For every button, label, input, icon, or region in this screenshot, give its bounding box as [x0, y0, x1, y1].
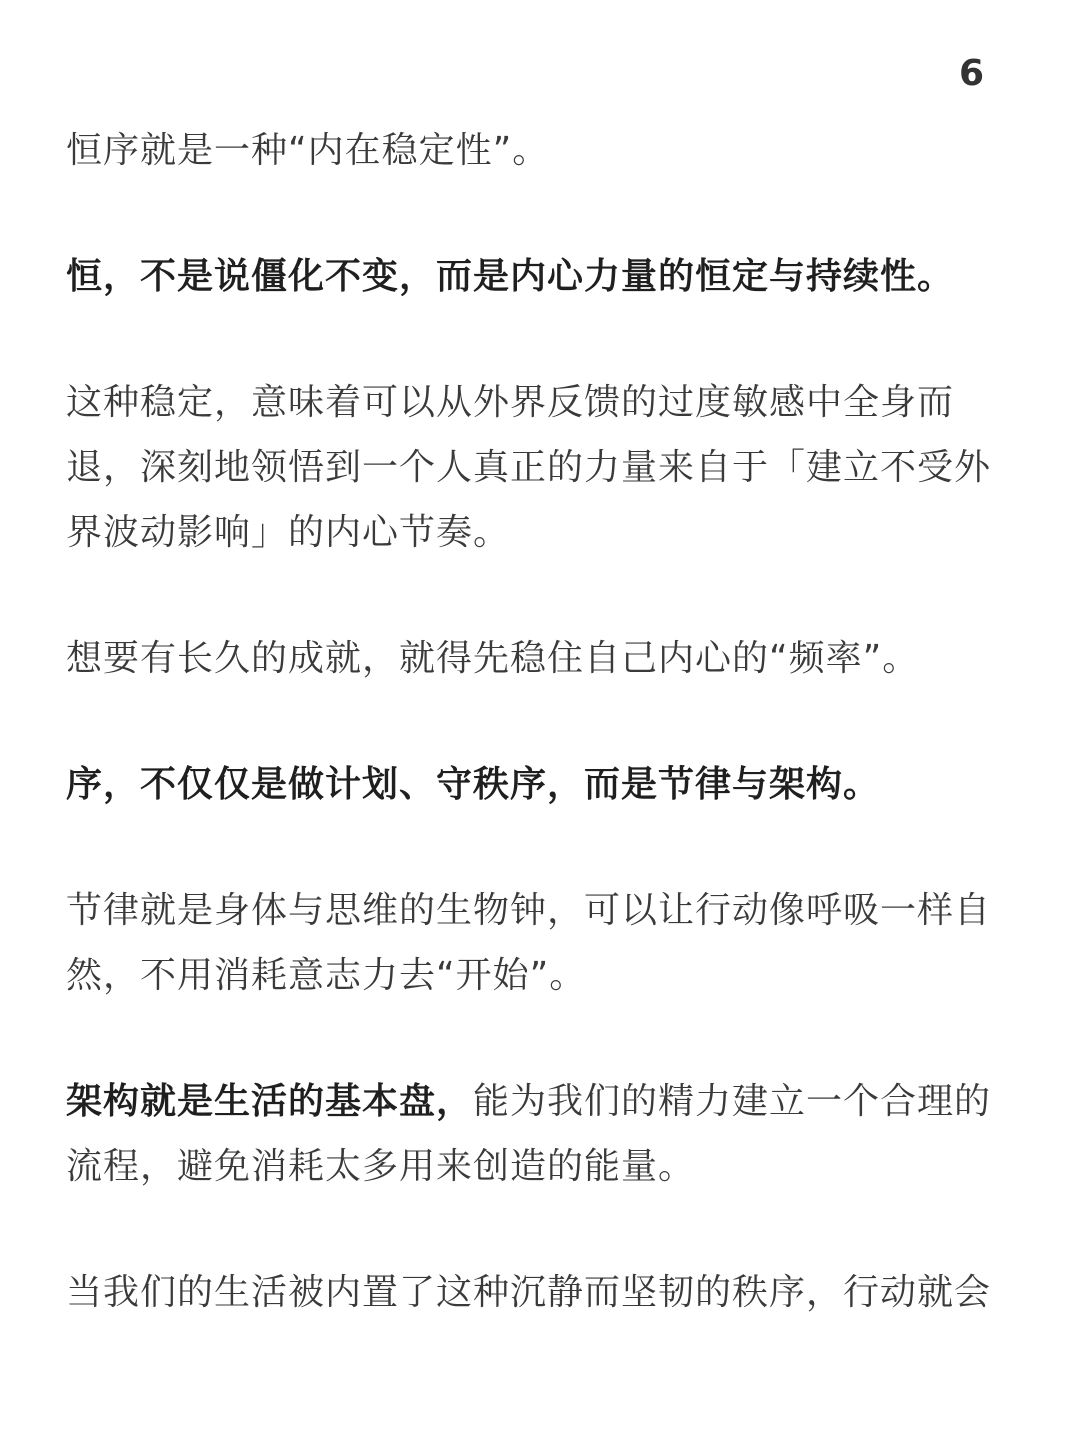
- paragraph-bold-text: 架构就是生活的基本盘，: [66, 1081, 474, 1122]
- paragraph-5: [66, 752, 1021, 817]
- paragraph-1: [66, 118, 1021, 183]
- paragraph-4: [66, 626, 1021, 691]
- paragraph-8: [66, 1260, 1021, 1325]
- paragraph-text: 能为我们的精力建立一个合理的流程，避免消耗太多用来创造的能量。: [66, 1081, 992, 1187]
- article-body: [66, 118, 1021, 1325]
- paragraph-bold-text: 恒，不是说僵化不变，而是内心力量的恒定与持续性。: [66, 256, 955, 297]
- page-number: 6: [958, 53, 984, 94]
- paragraph-text: 想要有长久的成就，就得先稳住自己内心的“频率”。: [66, 638, 920, 679]
- paragraph-text: 这种稳定，意味着可以从外界反馈的过度敏感中全身而退，深刻地领悟到一个人真正的力量来自于「建立不受外界波动影响」的内心节奏。: [66, 382, 992, 553]
- paragraph-7: [66, 1069, 1021, 1199]
- paragraph-text: 恒序就是一种“内在稳定性”。: [66, 130, 550, 171]
- paragraph-6: [66, 878, 1021, 1008]
- paragraph-text: 当我们的生活被内置了这种沉静而坚韧的秩序，行动就会: [66, 1272, 992, 1313]
- paragraph-2: [66, 244, 1021, 309]
- paragraph-bold-text: 序，不仅仅是做计划、守秩序，而是节律与架构。: [66, 764, 881, 805]
- paragraph-text: 节律就是身体与思维的生物钟，可以让行动像呼吸一样自然，不用消耗意志力去“开始”。: [66, 890, 992, 996]
- paragraph-3: [66, 370, 1021, 565]
